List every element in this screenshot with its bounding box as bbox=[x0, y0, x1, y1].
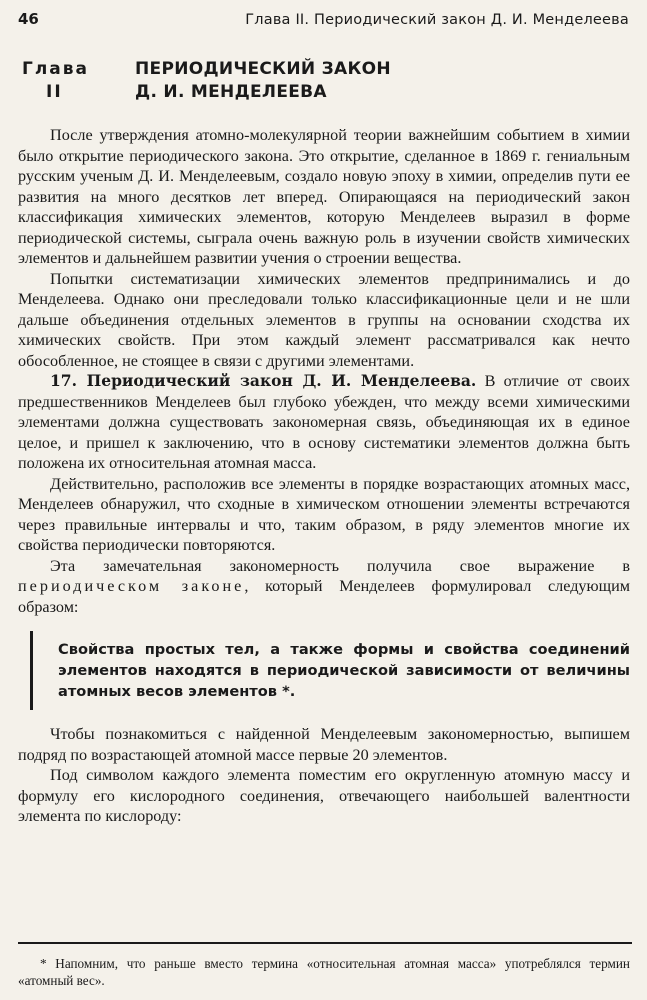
chapter-label-word: Глава bbox=[22, 59, 89, 79]
page-number: 46 bbox=[18, 10, 39, 28]
footnote-rule bbox=[18, 942, 632, 944]
law-margin-bar bbox=[30, 631, 33, 710]
paragraph-5-start: Эта замечательная закономерность получила свое выражение в bbox=[50, 556, 630, 575]
paragraph-1: После утверждения атомно-молекулярной теории важнейшим событием в химии было открытие периодического закона. Это открытие, сделанное в 1869 г. гениальным русским ученым Д. И. Менделеевым, создало новую эпоху в химии, определив пути ее развития на много десятков лет вперед. Опирающаяся на периодический закон классификация химических элементов, которую Менделеев выразил в форме периодической системы, сыграла очень важную роль в изучении свойств химических элементов и дальнейшем развитии учения о строении вещества. bbox=[18, 126, 630, 267]
law-text: Свойства простых тел, а также формы и свойства соединений элементов находятся в периодической зависимости от величины атомных весов элементов *. bbox=[58, 641, 630, 700]
periodic-law-term: периодическом законе bbox=[18, 577, 245, 595]
paragraph-7: Под символом каждого элемента поместим его округленную атомную массу и формулу его кислородного соединения, отвечающего наибольшей валентности элемента по кислороду: bbox=[18, 766, 630, 825]
chapter-title-line-2: Д. И. МЕНДЕЛЕЕВА bbox=[135, 82, 327, 102]
paragraph-3-text: В отличие от своих предшественников Менделеев был глубоко убежден, что между всеми химическими элементами должна существовать закономерная связь, объединяющая их в единое целое, и пришел к заключению, что в основу систематики элементов должна быть положена их относительная атомная масса. bbox=[18, 372, 630, 472]
paragraph-6: Чтобы познакомиться с найденной Менделеевым закономерностью, выпишем подряд по возрастающей атомной массе первые 20 элементов. bbox=[18, 725, 630, 764]
paragraph-5-end: , который Менделеев формулировал следующим образом: bbox=[18, 577, 630, 616]
chapter-label-number: II bbox=[46, 82, 63, 102]
chapter-title-line-1: ПЕРИОДИЧЕСКИЙ ЗАКОН bbox=[135, 59, 391, 79]
footnote bbox=[18, 955, 630, 989]
paragraph-5 bbox=[18, 556, 630, 618]
paragraph-2: Попытки систематизации химических элементов предпринимались и до Менделеева. Однако они преследовали только классификационные цели и не шли дальше объединения отдельных элементов в группы на основании сходства их химических свойств. При этом каждый элемент рассматривался как нечто обособленное, не стоящее в связи с другими элементами. bbox=[18, 269, 630, 370]
running-header bbox=[18, 10, 629, 28]
body-text bbox=[18, 125, 630, 827]
chapter-title bbox=[135, 58, 391, 104]
chapter-heading bbox=[22, 58, 629, 104]
running-title: Глава II. Периодический закон Д. И. Менделеева bbox=[245, 12, 629, 28]
footnote-text: * Напомним, что раньше вместо термина «относительная атомная масса» употреблялся термин «атомный вес». bbox=[18, 956, 630, 988]
chapter-label bbox=[22, 58, 135, 104]
paragraph-3 bbox=[18, 371, 630, 474]
law-statement bbox=[18, 639, 630, 702]
section-heading: 17. Периодический закон Д. И. Менделеева. bbox=[50, 371, 477, 390]
paragraph-4: Действительно, расположив все элементы в порядке возрастающих атомных масс, Менделеев обнаружил, что сходные в химическом отношении элементы встречаются через правильные интервалы и что, таким образом, в ряду элементов многие их свойства периодически повторяются. bbox=[18, 474, 630, 554]
